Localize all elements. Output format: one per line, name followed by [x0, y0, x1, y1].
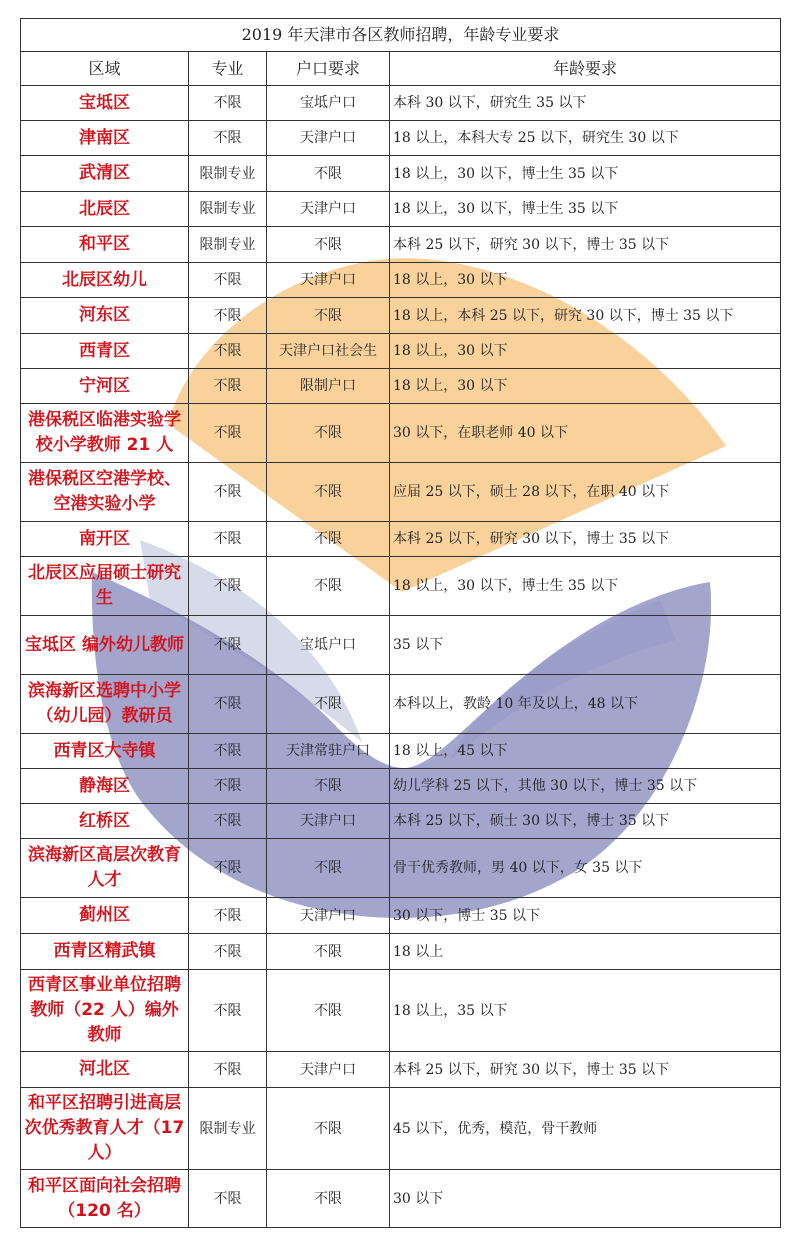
table-row [21, 616, 781, 675]
table-row [21, 463, 781, 522]
major-cell: 不限 [189, 839, 267, 898]
hukou-cell: 不限 [267, 839, 390, 898]
hukou-cell: 天津户口 [267, 121, 390, 156]
region-cell: 红桥区 [21, 804, 189, 839]
age-cell: 本科 25 以下，硕士 30 以下，博士 35 以下 [390, 804, 781, 839]
header-region: 区域 [21, 52, 189, 86]
region-cell: 北辰区 [21, 192, 189, 227]
table-row [21, 522, 781, 557]
table-row [21, 804, 781, 839]
age-cell: 本科 25 以下，研究 30 以下，博士 35 以下 [390, 227, 781, 263]
requirements-table [20, 18, 781, 1228]
title-row [21, 19, 781, 52]
table-row [21, 192, 781, 227]
major-cell: 不限 [189, 769, 267, 804]
hukou-cell: 天津户口 [267, 1052, 390, 1088]
major-cell: 不限 [189, 804, 267, 839]
major-cell: 不限 [189, 404, 267, 463]
table-row [21, 121, 781, 156]
region-cell: 宁河区 [21, 369, 189, 404]
hukou-cell: 宝坻户口 [267, 86, 390, 121]
region-cell: 滨海新区选聘中小学（幼儿园）教研员 [21, 675, 189, 734]
age-cell: 18 以上，35 以下 [390, 970, 781, 1052]
table-row [21, 1170, 781, 1228]
table-row [21, 263, 781, 298]
hukou-cell: 不限 [267, 522, 390, 557]
major-cell: 不限 [189, 970, 267, 1052]
region-cell: 宝坻区 编外幼儿教师 [21, 616, 189, 675]
region-cell: 北辰区应届硕士研究生 [21, 557, 189, 616]
hukou-cell: 天津户口社会生 [267, 334, 390, 369]
hukou-cell: 宝坻户口 [267, 616, 390, 675]
age-cell: 18 以上，30 以下 [390, 369, 781, 404]
hukou-cell: 不限 [267, 1170, 390, 1228]
hukou-cell: 不限 [267, 227, 390, 263]
region-cell: 静海区 [21, 769, 189, 804]
table-row [21, 156, 781, 192]
header-major: 专业 [189, 52, 267, 86]
table-row [21, 557, 781, 616]
region-cell: 北辰区幼儿 [21, 263, 189, 298]
region-cell: 西青区 [21, 334, 189, 369]
hukou-cell: 天津常驻户口 [267, 734, 390, 769]
table-title: 2019 年天津市各区教师招聘，年龄专业要求 [21, 19, 781, 52]
hukou-cell: 天津户口 [267, 898, 390, 934]
table-row [21, 404, 781, 463]
table-row [21, 298, 781, 334]
age-cell: 应届 25 以下，硕士 28 以下，在职 40 以下 [390, 463, 781, 522]
age-cell: 18 以上，30 以下，博士生 35 以下 [390, 557, 781, 616]
age-cell: 30 以下 [390, 1170, 781, 1228]
region-cell: 武清区 [21, 156, 189, 192]
major-cell: 不限 [189, 263, 267, 298]
major-cell: 不限 [189, 1052, 267, 1088]
age-cell: 18 以上，本科 25 以下，研究 30 以下，博士 35 以下 [390, 298, 781, 334]
hukou-cell: 不限 [267, 769, 390, 804]
region-cell: 南开区 [21, 522, 189, 557]
region-cell: 蓟州区 [21, 898, 189, 934]
age-cell: 18 以上，本科大专 25 以下，研究生 30 以下 [390, 121, 781, 156]
region-cell: 宝坻区 [21, 86, 189, 121]
major-cell: 不限 [189, 734, 267, 769]
age-cell: 18 以上，30 以下，博士生 35 以下 [390, 192, 781, 227]
major-cell: 不限 [189, 1170, 267, 1228]
table-row [21, 1052, 781, 1088]
major-cell: 不限 [189, 369, 267, 404]
major-cell: 限制专业 [189, 156, 267, 192]
hukou-cell: 天津户口 [267, 263, 390, 298]
region-cell: 和平区招聘引进高层次优秀教育人才（17 人） [21, 1088, 189, 1170]
hukou-cell: 天津户口 [267, 804, 390, 839]
region-cell: 河东区 [21, 298, 189, 334]
table-row [21, 970, 781, 1052]
age-cell: 18 以上，30 以下 [390, 263, 781, 298]
region-cell: 和平区 [21, 227, 189, 263]
age-cell: 45 以下，优秀，模范，骨干教师 [390, 1088, 781, 1170]
table-row [21, 898, 781, 934]
hukou-cell: 天津户口 [267, 192, 390, 227]
age-cell: 幼儿学科 25 以下，其他 30 以下，博士 35 以下 [390, 769, 781, 804]
hukou-cell: 限制户口 [267, 369, 390, 404]
hukou-cell: 不限 [267, 156, 390, 192]
hukou-cell: 不限 [267, 557, 390, 616]
hukou-cell: 不限 [267, 675, 390, 734]
age-cell: 18 以上，30 以下 [390, 334, 781, 369]
age-cell: 18 以上 [390, 934, 781, 970]
age-cell: 30 以下，博士 35 以下 [390, 898, 781, 934]
hukou-cell: 不限 [267, 463, 390, 522]
age-cell: 本科 30 以下，研究生 35 以下 [390, 86, 781, 121]
hukou-cell: 不限 [267, 298, 390, 334]
header-hukou: 户口要求 [267, 52, 390, 86]
major-cell: 限制专业 [189, 1088, 267, 1170]
major-cell: 不限 [189, 616, 267, 675]
major-cell: 不限 [189, 898, 267, 934]
age-cell: 18 以上，45 以下 [390, 734, 781, 769]
age-cell: 30 以下，在职老师 40 以下 [390, 404, 781, 463]
major-cell: 不限 [189, 522, 267, 557]
age-cell: 本科 25 以下，研究 30 以下，博士 35 以下 [390, 1052, 781, 1088]
table-row [21, 839, 781, 898]
region-cell: 西青区事业单位招聘教师（22 人）编外教师 [21, 970, 189, 1052]
major-cell: 不限 [189, 121, 267, 156]
region-cell: 津南区 [21, 121, 189, 156]
table-row [21, 334, 781, 369]
hukou-cell: 不限 [267, 404, 390, 463]
region-cell: 西青区大寺镇 [21, 734, 189, 769]
region-cell: 港保税区临港实验学校小学教师 21 人 [21, 404, 189, 463]
major-cell: 不限 [189, 86, 267, 121]
region-cell: 西青区精武镇 [21, 934, 189, 970]
table-row [21, 934, 781, 970]
age-cell: 本科以上，教龄 10 年及以上，48 以下 [390, 675, 781, 734]
major-cell: 不限 [189, 334, 267, 369]
region-cell: 河北区 [21, 1052, 189, 1088]
major-cell: 不限 [189, 463, 267, 522]
age-cell: 18 以上，30 以下，博士生 35 以下 [390, 156, 781, 192]
major-cell: 不限 [189, 298, 267, 334]
table-row [21, 227, 781, 263]
table-row [21, 675, 781, 734]
age-cell: 35 以下 [390, 616, 781, 675]
region-cell: 港保税区空港学校、空港实验小学 [21, 463, 189, 522]
header-age: 年龄要求 [390, 52, 781, 86]
hukou-cell: 不限 [267, 934, 390, 970]
hukou-cell: 不限 [267, 1088, 390, 1170]
age-cell: 骨干优秀教师，男 40 以下，女 35 以下 [390, 839, 781, 898]
major-cell: 限制专业 [189, 227, 267, 263]
age-cell: 本科 25 以下，研究 30 以下，博士 35 以下 [390, 522, 781, 557]
table-row [21, 1088, 781, 1170]
region-cell: 滨海新区高层次教育人才 [21, 839, 189, 898]
table-row [21, 369, 781, 404]
major-cell: 不限 [189, 557, 267, 616]
hukou-cell: 不限 [267, 970, 390, 1052]
header-row [21, 52, 781, 86]
table-row [21, 86, 781, 121]
major-cell: 不限 [189, 934, 267, 970]
major-cell: 限制专业 [189, 192, 267, 227]
table-row [21, 734, 781, 769]
major-cell: 不限 [189, 675, 267, 734]
region-cell: 和平区面向社会招聘 （120 名） [21, 1170, 189, 1228]
table-row [21, 769, 781, 804]
